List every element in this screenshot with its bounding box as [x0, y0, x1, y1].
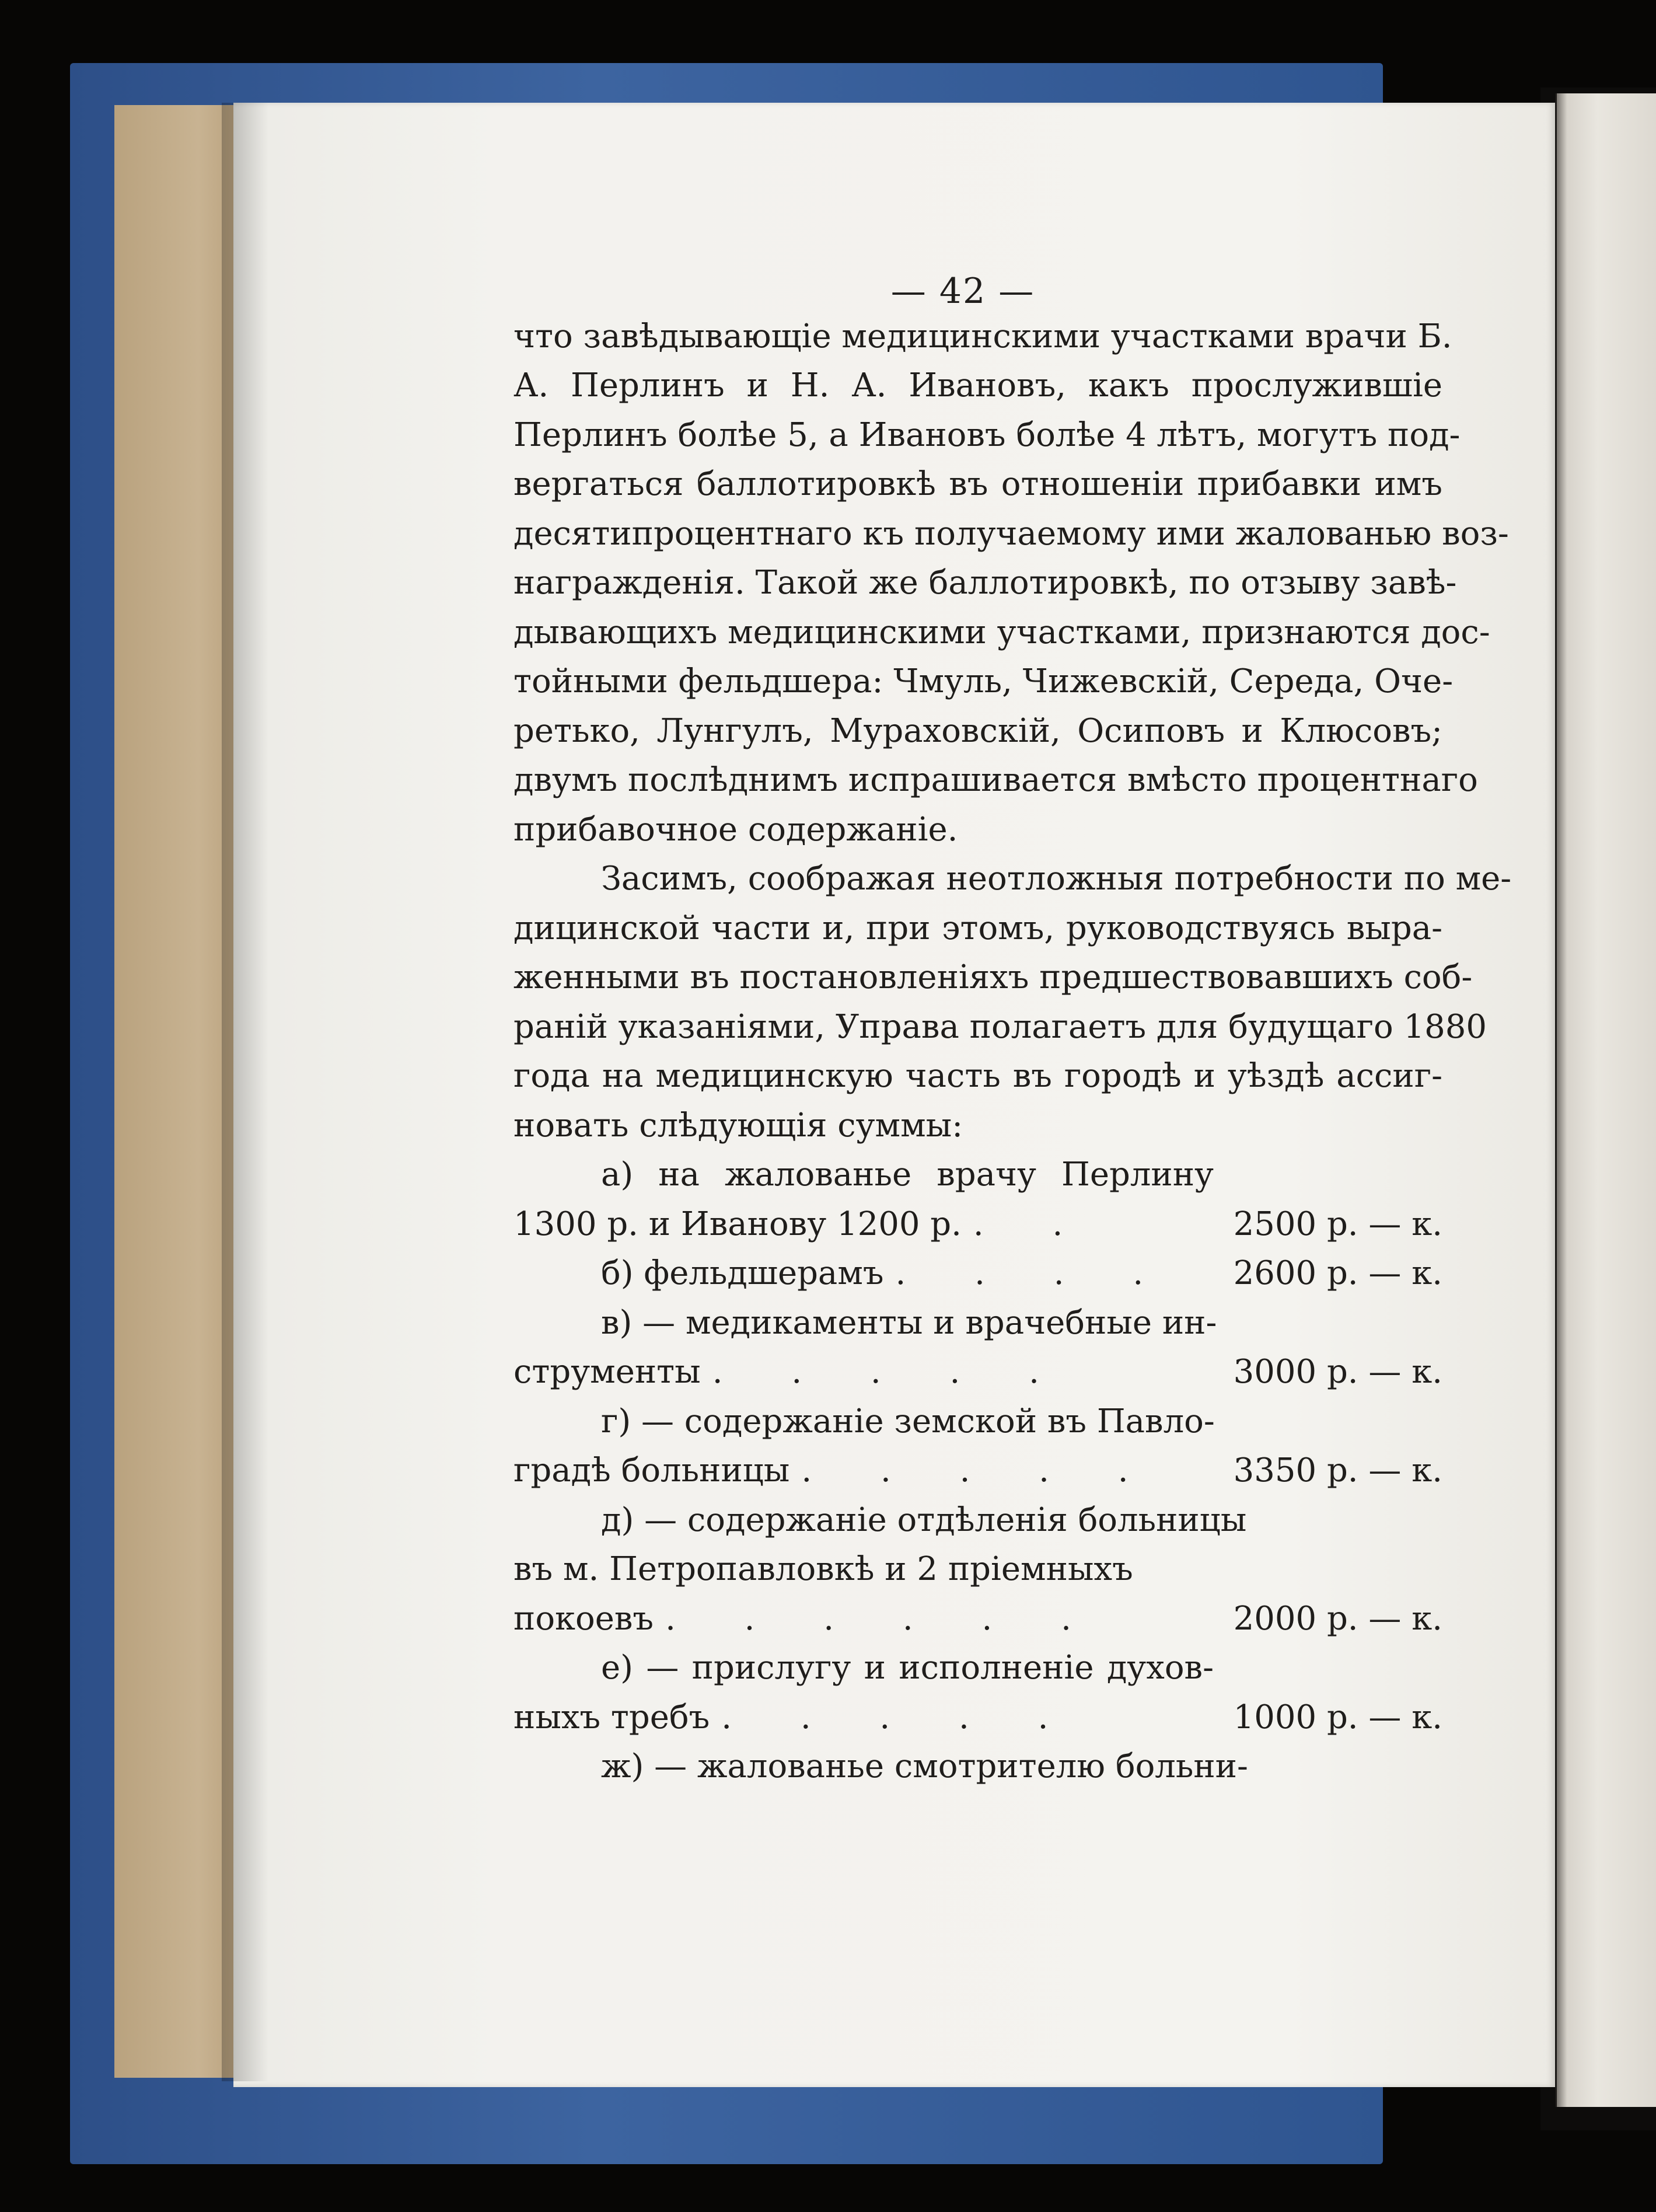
text-line: дывающихъ медицинскими участками, признаются дос-	[513, 613, 1490, 651]
text-line: раній указаніями, Управа полагаетъ для будущаго 1880	[513, 1007, 1487, 1046]
item-e-head: д) — содержаніе отдѣленія больницы	[601, 1501, 1247, 1539]
paragraph-2	[513, 854, 1512, 1150]
item-c	[513, 1348, 1442, 1397]
paragraph-1	[513, 312, 1509, 855]
item-a-dots: . .	[973, 1205, 1092, 1243]
page-text	[513, 263, 1512, 1792]
text-line: что завѣдывающіе медицинскими участками врачи Б.	[513, 317, 1452, 355]
item-f-dots: . . . . .	[721, 1698, 1078, 1736]
item-d-dots: . . . . .	[801, 1452, 1158, 1489]
text-line: новать слѣдующія суммы:	[513, 1106, 963, 1145]
text-line: дицинской части и, при этомъ, руководствуясь выра-	[513, 909, 1442, 947]
item-g-head: ж) — жалованье смотрителю больни-	[601, 1747, 1248, 1785]
item-c-dots: . . . . .	[712, 1353, 1068, 1391]
item-a-sum: 2500 р. — к.	[1233, 1205, 1442, 1243]
text-line: женными въ постановленіяхъ предшествовавшихъ соб-	[513, 958, 1473, 996]
text-line: А. Перлинъ и Н. А. Ивановъ, какъ прослужившіе	[513, 367, 1442, 404]
text-line: Перлинъ болѣе 5, а Ивановъ болѣе 4 лѣтъ, могутъ под-	[513, 416, 1461, 454]
item-e-text: покоевъ	[513, 1599, 654, 1638]
item-a-text: 1300 р. и Иванову 1200 р.	[513, 1205, 962, 1243]
text-line: тойными фельдшера: Чмуль, Чижевскій, Середа, Оче-	[513, 662, 1454, 700]
item-a-head: а) на жалованье врачу Перлину	[601, 1156, 1214, 1194]
budget-list	[513, 1150, 1442, 1792]
text-line: ретько, Лунгулъ, Мураховскій, Осиповъ и Клюсовъ;	[513, 711, 1442, 750]
page-number: — 42 —	[890, 271, 1035, 312]
text-line: награжденія. Такой же баллотировкѣ, по отзыву завѣ-	[513, 564, 1457, 602]
item-c-sum: 3000 р. — к.	[1233, 1353, 1442, 1391]
item-b-text: б) фельдшерамъ	[601, 1254, 884, 1292]
item-e	[513, 1595, 1442, 1644]
text-line: двумъ послѣднимъ испрашивается вмѣсто процентнаго	[513, 761, 1478, 799]
item-e-head-2: въ м. Петропавловкѣ и 2 пріемныхъ	[513, 1550, 1133, 1588]
item-b	[513, 1249, 1442, 1299]
item-f	[513, 1693, 1442, 1743]
text-line: десятипроцентнаго къ получаемому ими жалованью воз-	[513, 514, 1509, 553]
item-e-sum: 2000 р. — к.	[1233, 1599, 1442, 1638]
item-f-text: ныхъ требъ	[513, 1698, 710, 1736]
text-line: прибавочное содержаніе.	[513, 810, 958, 849]
next-page-edge	[1555, 93, 1656, 2107]
gutter-shadow	[222, 103, 268, 2081]
item-d-text: градѣ больницы	[513, 1452, 790, 1489]
item-b-sum: 2600 р. — к.	[1233, 1254, 1442, 1292]
text-line: Засимъ, соображая неотложныя потребности по ме-	[601, 860, 1512, 898]
item-b-dots: . . . .	[895, 1254, 1173, 1292]
item-f-sum: 1000 р. — к.	[1233, 1698, 1442, 1736]
item-e-dots: . . . . . .	[665, 1599, 1100, 1638]
item-d-sum: 3350 р. — к.	[1233, 1452, 1442, 1489]
item-d	[513, 1446, 1442, 1496]
text-line: вергаться баллотировкѣ въ отношеніи прибавки имъ	[513, 465, 1442, 503]
item-f-head: е) — прислугу и исполненіе духов-	[601, 1649, 1214, 1687]
item-c-head: в) — медикаменты и врачебные ин-	[601, 1303, 1217, 1342]
item-d-head: г) — содержаніе земской въ Павло-	[601, 1402, 1215, 1440]
text-line: года на медицинскую часть въ городѣ и уѣздѣ ассиг-	[513, 1057, 1442, 1095]
item-c-text: струменты	[513, 1353, 701, 1391]
item-a	[513, 1200, 1442, 1250]
